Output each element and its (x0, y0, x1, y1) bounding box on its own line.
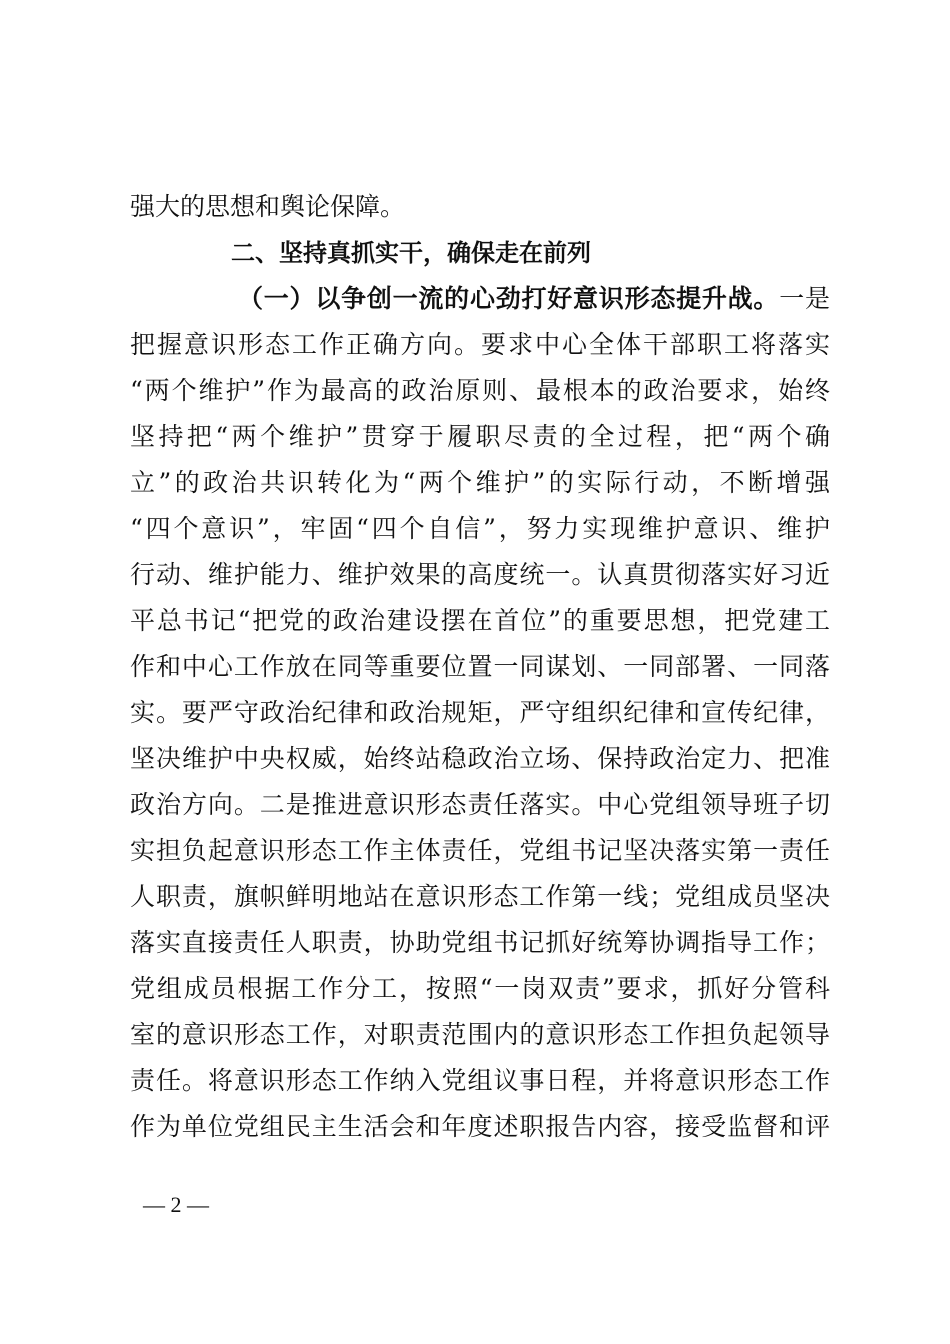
text-line: 人职责，旗帜鲜明地站在意识形态工作第一线；党组成员坚决 (130, 882, 830, 911)
paragraph-heading: （一）以争创一流的心劲打好意识形态提升战。 (238, 284, 780, 313)
text-line: 实担负起意识形态工作主体责任，党组书记坚决落实第一责任 (130, 836, 830, 865)
text-line: 落实直接责任人职责，协助党组书记抓好统筹协调指导工作； (130, 928, 830, 957)
text-line: 坚持把“两个维护”贯穿于履职尽责的全过程，把“两个确 (130, 422, 830, 451)
text-line: 平总书记“把党的政治建设摆在首位”的重要思想，把党建工 (130, 606, 830, 635)
text-line: 强大的思想和舆论保障。 (130, 192, 406, 221)
text-line: “两个维护”作为最高的政治原则、最根本的政治要求，始终 (130, 376, 830, 405)
text-line: 党组成员根据工作分工，按照“一岗双责”要求，抓好分管科 (130, 974, 830, 1003)
text-line: 责任。将意识形态工作纳入党组议事日程，并将意识形态工作 (130, 1066, 830, 1095)
text-line: 作和中心工作放在同等重要位置一同谋划、一同部署、一同落 (130, 652, 830, 681)
text-line: 作为单位党组民主生活会和年度述职报告内容，接受监督和评 (130, 1112, 830, 1141)
text-line: 立”的政治共识转化为“两个维护”的实际行动，不断增强 (130, 468, 830, 497)
paragraph-text: 一是 (779, 284, 830, 313)
text-line: 室的意识形态工作，对职责范围内的意识形态工作担负起领导 (130, 1020, 830, 1049)
text-line: “四个意识”，牢固“四个自信”，努力实现维护意识、维护 (130, 514, 830, 543)
text-line: 行动、维护能力、维护效果的高度统一。认真贯彻落实好习近 (130, 560, 830, 589)
text-line (238, 282, 830, 316)
text-line: 实。要严守政治纪律和政治规矩，严守组织纪律和宣传纪律， (130, 698, 830, 727)
section-heading: 二、坚持真抓实干，确保走在前列 (231, 239, 591, 267)
text-line: 把握意识形态工作正确方向。要求中心全体干部职工将落实 (130, 330, 830, 359)
page-number: — 2 — (143, 1192, 209, 1217)
text-line: 坚决维护中央权威，始终站稳政治立场、保持政治定力、把准 (130, 744, 830, 773)
text-line: 政治方向。二是推进意识形态责任落实。中心党组领导班子切 (130, 790, 830, 819)
